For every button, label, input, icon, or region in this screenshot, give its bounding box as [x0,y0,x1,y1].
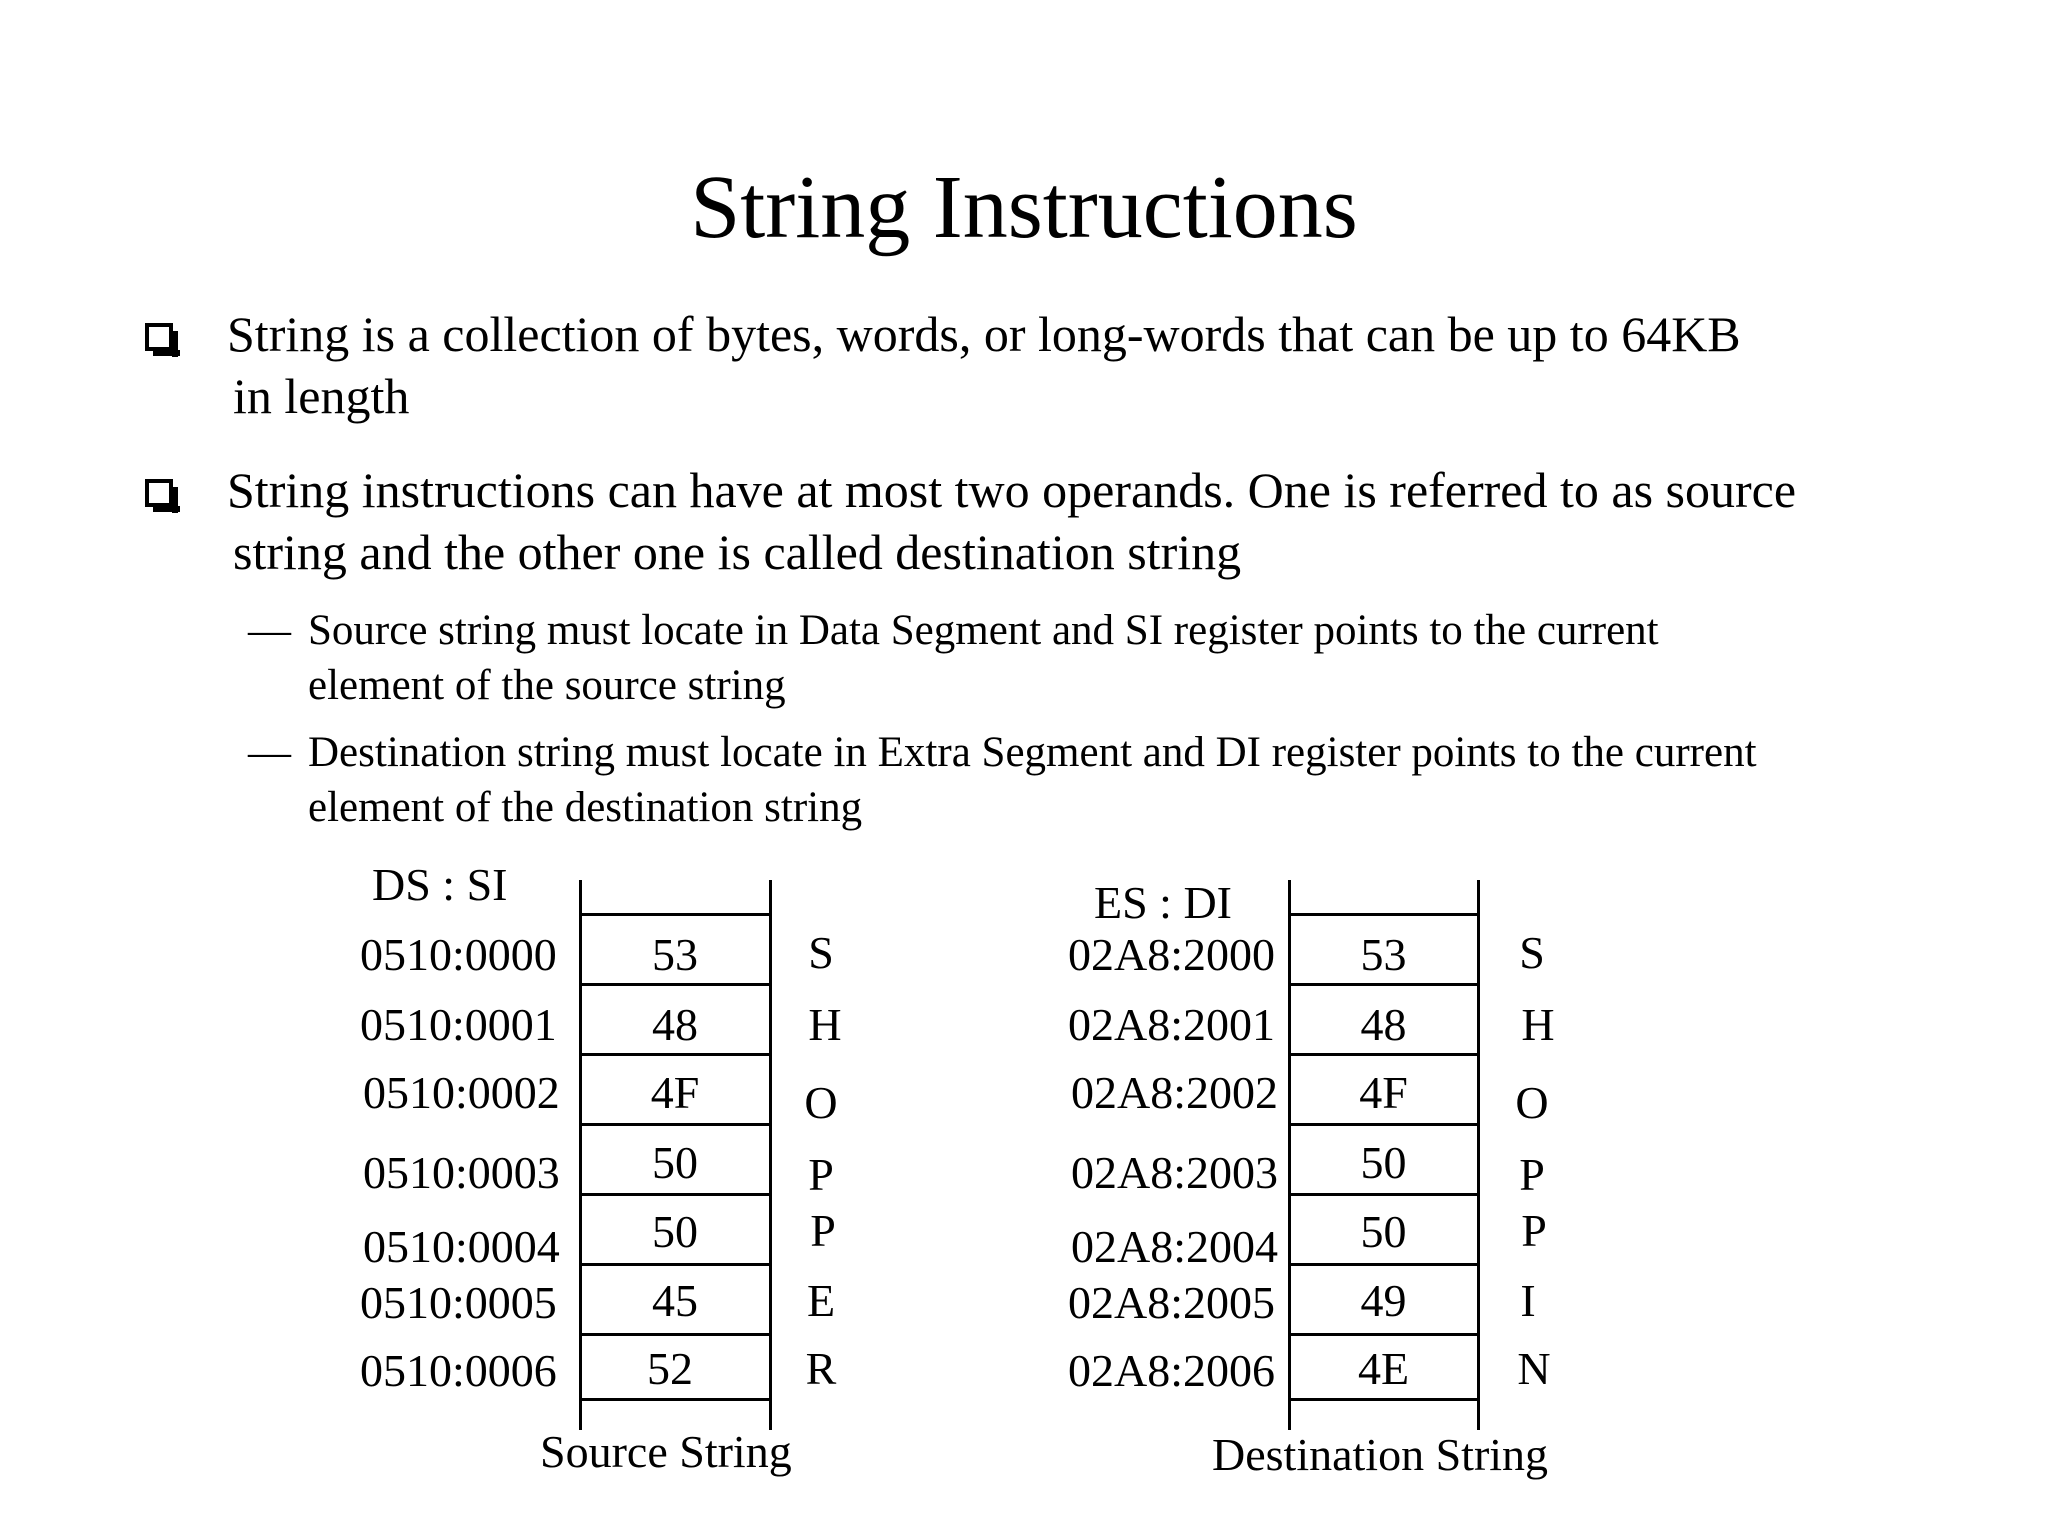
source-char: R [805,1343,837,1394]
dash-icon: — [248,607,291,654]
sub-bullet-1-line1: Source string must locate in Data Segment and SI register points to the current [308,607,1659,654]
source-char: P [808,1149,834,1200]
divider [580,1333,770,1336]
source-char: H [808,999,842,1050]
divider [580,913,770,916]
divider [580,983,770,986]
divider [580,1398,770,1401]
dash-icon: — [248,729,291,776]
destination-char: I [1520,1275,1536,1326]
destination-byte-value: 50 [1360,1206,1407,1257]
destination-address: 02A8:2000 [1068,929,1275,980]
destination-caption: Destination String [1212,1429,1549,1480]
source-byte-value: 50 [652,1206,698,1257]
destination-byte-value: 49 [1360,1275,1407,1326]
checkbox-bullet-icon [145,479,173,507]
destination-char: N [1517,1343,1551,1394]
destination-char: S [1519,927,1545,978]
source-address: 0510:0000 [360,929,557,980]
sub-bullet-1-line2: element of the source string [308,662,786,709]
source-byte-value: 52 [647,1343,693,1394]
divider [1289,1053,1478,1056]
bullet-1-line2: in length [233,368,410,424]
source-byte-value: 48 [652,999,698,1050]
divider [1289,1123,1478,1126]
divider [1289,983,1478,986]
bullet-1-line1: String is a collection of bytes, words, or long-words that can be up to 64KB [227,306,1741,362]
source-char: P [810,1205,836,1256]
destination-byte-value: 50 [1360,1137,1407,1188]
destination-char: H [1521,999,1555,1050]
divider [580,1263,770,1266]
destination-address: 02A8:2005 [1068,1277,1275,1328]
slide-title: String Instructions [690,158,1358,257]
source-address: 0510:0004 [363,1221,560,1272]
source-address: 0510:0001 [360,999,557,1050]
destination-char: O [1515,1077,1549,1128]
source-address: 0510:0002 [363,1067,560,1118]
source-byte-value: 4F [650,1067,700,1118]
sub-bullet-2-line1: Destination string must locate in Extra Segment and DI register points to the current [308,729,1757,776]
source-byte-value: 50 [652,1137,698,1188]
destination-address: 02A8:2006 [1068,1345,1275,1396]
divider [580,1193,770,1196]
source-byte-value: 53 [652,929,698,980]
destination-address: 02A8:2001 [1068,999,1275,1050]
source-header: DS : SI [372,859,508,910]
divider [1289,1398,1478,1401]
destination-byte-value: 4F [1359,1067,1408,1118]
source-address: 0510:0003 [363,1147,560,1198]
divider [1289,913,1478,916]
divider [1289,1193,1478,1196]
bullet-2-line2: string and the other one is called destination string [233,524,1242,580]
source-char: O [804,1077,838,1128]
source-char: S [808,927,834,978]
bullet-2-line1: String instructions can have at most two operands. One is referred to as source [227,462,1797,518]
destination-header: ES : DI [1094,877,1232,928]
checkbox-bullet-icon [145,323,173,351]
destination-address: 02A8:2004 [1071,1221,1278,1272]
destination-char: P [1519,1149,1545,1200]
destination-address: 02A8:2002 [1071,1067,1278,1118]
source-address: 0510:0006 [360,1345,557,1396]
source-byte-value: 45 [652,1275,698,1326]
source-char: E [806,1275,836,1326]
divider [1289,1333,1478,1336]
sub-bullet-2-line2: element of the destination string [308,784,863,831]
destination-char: P [1521,1205,1547,1256]
destination-byte-value: 48 [1360,999,1407,1050]
divider [580,1123,770,1126]
destination-byte-value: 4E [1357,1343,1410,1394]
source-caption: Source String [540,1426,792,1477]
divider [580,1053,770,1056]
divider [1289,1263,1478,1266]
destination-address: 02A8:2003 [1071,1147,1278,1198]
destination-byte-value: 53 [1360,929,1407,980]
source-address: 0510:0005 [360,1277,557,1328]
